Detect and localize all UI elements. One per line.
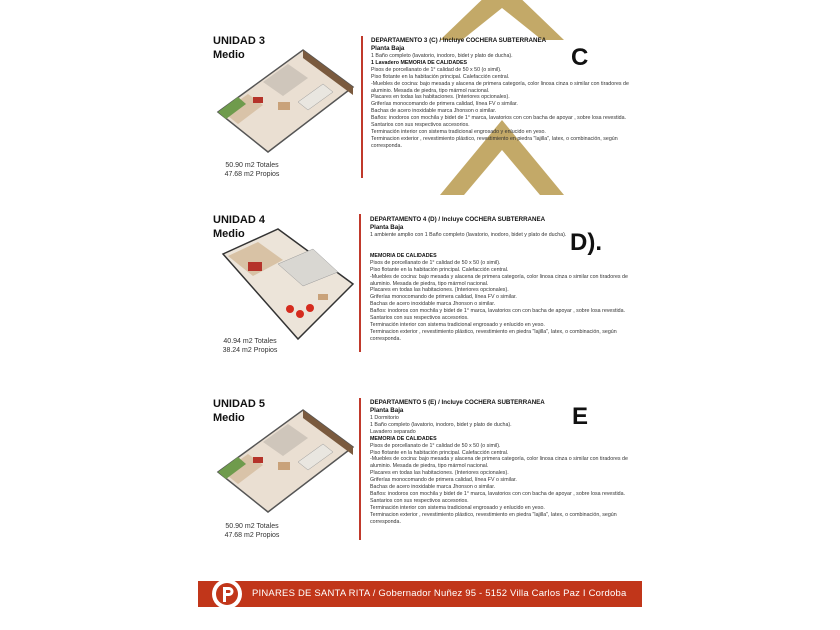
spec-line: Pisos de porcellanato de 1° calidad de 50 x 50 (o simil). xyxy=(370,259,501,266)
unit-4-floor-plan xyxy=(218,224,358,342)
spec-intro: Lavadero separado xyxy=(370,428,416,435)
spec-line: Terminación interior con sistema tradicional engrosado y enlucido en yeso. xyxy=(371,128,546,135)
unit-4-name: UNIDAD 4 xyxy=(213,214,265,226)
spec-line: Piso flotante en la habitación principal. Calefacción central. xyxy=(370,266,509,273)
spec-memoria: MEMORIA DE CALIDADES xyxy=(370,252,437,259)
spec-line: Placares en todas las habitaciones. (Interiores opcionales). xyxy=(370,470,509,477)
unit-5-description xyxy=(370,399,630,526)
spec-line: Baños: inodoros con mochila y bidet de 1° marca, lavatorios con con bacha de apoyar , sobre losa revestida. Santarios con sus respectivos accesorios. xyxy=(370,490,626,504)
spec-line: Piso flotante en la habitación principal. Calefacción central. xyxy=(370,449,509,456)
spec-line: -Muebles de cocina: bajo mesada y alacena de primera categoría, color linosa cinza o similar con tiradores de aluminio. Mesada de piedra, tipo mármol nacional. xyxy=(370,273,628,287)
spec-line: -Muebles de cocina: bajo mesada y alacena de primera categoría, color linosa cinza o similar con tiradores de aluminio. Mesada de piedra, tipo mármol nacional. xyxy=(371,80,629,94)
unit-5-heading: DEPARTAMENTO 5 (E) / Incluye COCHERA SUBTERRANEA xyxy=(370,399,545,406)
unit-5-name: UNIDAD 5 xyxy=(213,398,265,410)
unit-5-letter: E xyxy=(572,403,589,430)
unit-5-area-propios: 47.68 m2 Propios xyxy=(224,532,280,539)
spec-memoria: MEMORIA DE CALIDADES xyxy=(370,435,437,442)
spec-line: Terminacion exterior , revestimiento plástico, revestimiento en piedra "lajilla", latex, o combinación, según corresponda. xyxy=(370,328,617,342)
spec-line: Terminacion exterior , revestimiento plástico, revestimiento en piedra "lajilla", latex, o combinación, según corresponda. xyxy=(370,511,617,525)
unit-4-areas xyxy=(215,337,285,355)
spec-intro: 1 Dormitorio xyxy=(370,415,399,421)
spec-line: Placares en todas las habitaciones. (Interiores opcionales). xyxy=(371,94,510,101)
unit-5-subheading: Planta Baja xyxy=(370,407,404,414)
unit-3-level: Medio xyxy=(213,49,245,61)
unit-5-divider xyxy=(359,398,361,540)
footer-address: PINARES DE SANTA RITA / Gobernador Nuñez 95 - 5152 Villa Carlos Paz I Cordoba xyxy=(252,588,627,599)
unit-5-areas xyxy=(210,522,294,540)
spec-intro: 1 ambiente amplio con 1 Baño completo (lavatorio, inodoro, bidet y plato de ducha). xyxy=(370,232,567,238)
unit-4-heading: DEPARTAMENTO 4 (D) / Incluye COCHERA SUBTERRANEA xyxy=(370,216,546,223)
unit-5-level: Medio xyxy=(213,412,245,424)
spec-line: 1 Lavadero MEMORIA DE CALIDADES xyxy=(371,59,468,66)
spec-line: -Muebles de cocina: bajo mesada y alacena de primera categoría, color linosa cinza o similar con tiradores de aluminio. Mesada de piedra, tipo mármol nacional. xyxy=(370,456,628,470)
spec-line: Griferías monocomando de primera calidad, línea FV o similar. xyxy=(371,101,518,108)
spec-line: Bachas de acero inoxidable marca Jhonson o similar. xyxy=(370,484,496,491)
spec-intro: 1 Baño completo (lavatorio, inodoro, bidet y plato de ducha). xyxy=(370,421,512,428)
spec-line: Pisos de porcellanato de 1° calidad de 50 x 50 (o simil). xyxy=(370,442,501,449)
brand-logo-icon xyxy=(212,579,242,609)
spec-line: Griferías monocomando de primera calidad, línea FV o similar. xyxy=(370,477,517,484)
unit-3-floor-plan xyxy=(208,42,358,157)
unit-3-divider xyxy=(361,36,363,178)
unit-4-divider xyxy=(359,214,361,352)
unit-3-letter: C xyxy=(571,44,589,71)
spec-line: Baños: inodoros con mochila y bidet de 1° marca, lavatorios con con bacha de apoyar , sobre losa revestida. Santarios con sus respectivos accesorios. xyxy=(370,308,626,322)
spec-line: Bachas de acero inoxidable marca Jhonson o similar. xyxy=(370,301,496,308)
spec-line: Placares en todas las habitaciones. (Interiores opcionales). xyxy=(370,287,509,294)
unit-4-area-propios: 38.24 m2 Propios xyxy=(222,347,278,354)
spec-line: Pisos de porcellanato de 1° calidad de 50 x 50 (o simil). xyxy=(371,66,502,73)
unit-5-floor-plan xyxy=(208,402,358,517)
unit-3-description xyxy=(371,37,631,150)
spec-line: Terminación interior con sistema tradicional engrosado y enlucido en yeso. xyxy=(370,504,545,511)
spec-line: Terminacion exterior , revestimiento plástico, revestimiento en piedra "lajilla", latex, o combinación, según corresponda. xyxy=(371,135,618,149)
unit-3-name: UNIDAD 3 xyxy=(213,35,265,47)
unit-3-area-total: 50.90 m2 Totales xyxy=(225,162,279,169)
spec-line: Griferías monocomando de primera calidad, línea FV o similar. xyxy=(370,294,517,301)
spec-line: 1 Baño completo (lavatorio, inodoro, bidet y plato de ducha). xyxy=(371,53,513,59)
unit-4-subheading: Planta Baja xyxy=(370,224,404,231)
unit-4-area-total: 40.94 m2 Totales xyxy=(223,338,277,345)
spec-line: Terminación interior con sistema tradicional engrosado y enlucido en yeso. xyxy=(370,321,545,328)
unit-3-heading: DEPARTAMENTO 3 (C) / Incluye COCHERA SUBTERRANEA xyxy=(371,37,547,44)
unit-5-area-total: 50.90 m2 Totales xyxy=(225,523,279,530)
unit-3-area-propios: 47.68 m2 Propios xyxy=(224,171,280,178)
unit-4-letter: D). xyxy=(570,229,602,256)
spec-line: Piso flotante en la habitación principal. Calefacción central. xyxy=(371,73,510,80)
unit-4-level: Medio xyxy=(213,228,245,240)
unit-3-subheading: Planta Baja xyxy=(371,45,405,52)
unit-3-areas xyxy=(210,161,294,179)
spec-line: Bachas de acero inoxidable marca Jhonson o similar. xyxy=(371,108,497,115)
footer-bar xyxy=(198,581,642,607)
spec-line: Baños: inodoros con mochila y bidet de 1° marca, lavatorios con con bacha de apoyar , sobre losa revestida. Santarios con sus respectivos accesorios. xyxy=(371,115,627,129)
